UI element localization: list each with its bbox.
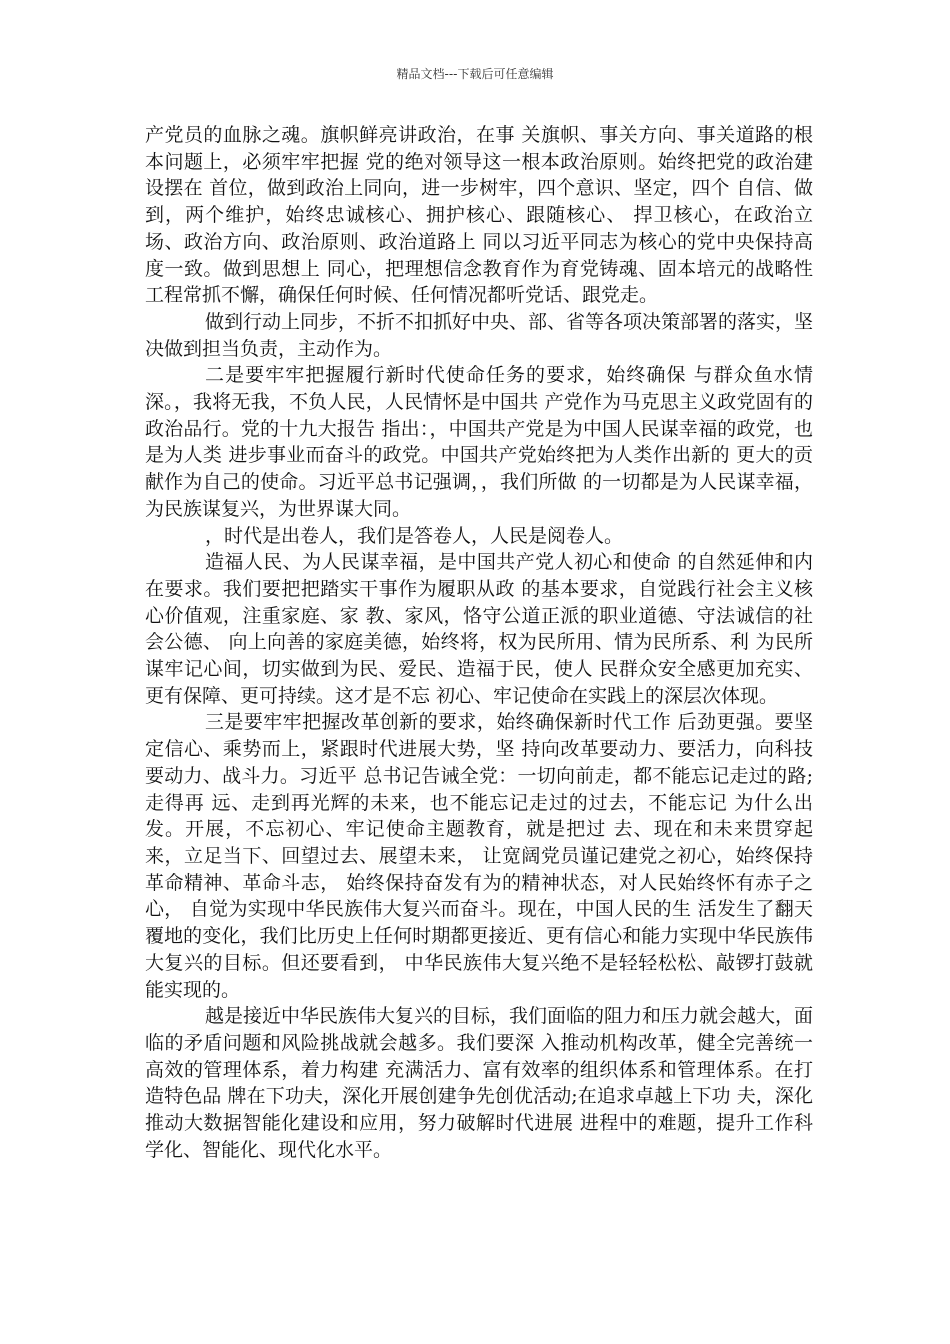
paragraph-1: 产党员的血脉之魂。旗帜鲜亮讲政治，在事 关旗帜、事关方向、事关道路的根本问题上，必须牢牢把握 党的绝对领导这一根本政治原则。始终把党的政治建设摆在 首位，做到政治上同向，进一步树牢，四个意识、坚定，四个 自信、做到，两个维护，始终忠诚核心、拥护核心、跟随核心、 捍卫核心，在政治立场、政治方向、政治原则、政治道路上 同以习近平同志为核心的党中央保持高度一致。做到思想上 同心，把理想信念教育作为育党铸魂、固本培元的战略性工程常抓不懈，确保任何时候、任何情况都听党话、跟党走。 xyxy=(145,124,813,307)
paragraph-4: ，时代是出卷人，我们是答卷人，人民是阅卷人。 xyxy=(205,524,624,547)
paragraph-6: 三是要牢牢把握改革创新的要求，始终确保新时代工作 后劲更强。要坚定信心、乘势而上，紧跟时代进展大势，坚 持向改革要动力、要活力，向科技要动力、战斗力。习近平 总书记告诫全党：一切向前走，都不能忘记走过的路;走得再 远、走到再光辉的未来，也不能忘记走过的过去，不能忘记 为什么出发。开展，不忘初心、牢记使命主题教育，就是把过 去、现在和未来贯穿起来，立足当下、回望过去、展望未来， 让宽阔党员谨记建党之初心，始终保持革命精神、革命斗志， 始终保持奋发有为的精神状态，对人民始终怀有赤子之心， 自觉为实现中华民族伟大复兴而奋斗。现在，中国人民的生 活发生了翻天覆地的变化，我们比历史上任何时期都更接近、更有信心和能力实现中华民族伟大复兴的目标。但还要看到， 中华民族伟大复兴绝不是轻轻松松、敲锣打鼓就能实现的。 xyxy=(145,711,813,1001)
page-header: 精品文档---下载后可任意编辑 xyxy=(396,67,554,81)
paragraph-2: 做到行动上同步，不折不扣抓好中央、部、省等各项决策部署的落实，坚决做到担当负责，主动作为。 xyxy=(145,310,814,360)
paragraph-5: 造福人民、为人民谋幸福，是中国共产党人初心和使命 的自然延伸和内在要求。我们要把把踏实干事作为履职从政 的基本要求，自觉践行社会主义核心价值观，注重家庭、家 教、家风，恪守公道正派的职业道德、守法诚信的社会公德、 向上向善的家庭美德，始终将，权为民所用、情为民所系、利 为民所谋牢记心间，切实做到为民、爱民、造福于民，使人 民群众安全感更加充实、更有保障、更可持续。这才是不忘 初心、牢记使命在实践上的深层次体现。 xyxy=(145,551,813,707)
paragraph-3: 二是要牢牢把握履行新时代使命任务的要求，始终确保 与群众鱼水情深。，我将无我，不负人民，人民情怀是中国共 产党作为马克思主义政党固有的政治品行。党的十九大报告 指出：，中国共产党是为中国人民谋幸福的政党，也是为人类 进步事业而奋斗的政党。中国共产党始终把为人类作出新的 更大的贡献作为自己的使命。习近平总书记强调，，我们所做 的一切都是为人民谋幸福，为民族谋复兴，为世界谋大同。 xyxy=(145,364,813,520)
document-body xyxy=(145,122,813,1163)
paragraph-7: 越是接近中华民族伟大复兴的目标，我们面临的阻力和压力就会越大，面临的矛盾问题和风险挑战就会越多。我们要深 入推动机构改革，健全完善统一高效的管理体系，着力构建 充满活力、富有效率的组织体系和管理体系。在打造特色品 牌在下功夫，深化开展创建争先创优活动;在追求卓越上下功 夫，深化推动大数据智能化建设和应用，努力破解时代进展 进程中的难题，提升工作科学化、智能化、现代化水平。 xyxy=(145,1005,814,1161)
